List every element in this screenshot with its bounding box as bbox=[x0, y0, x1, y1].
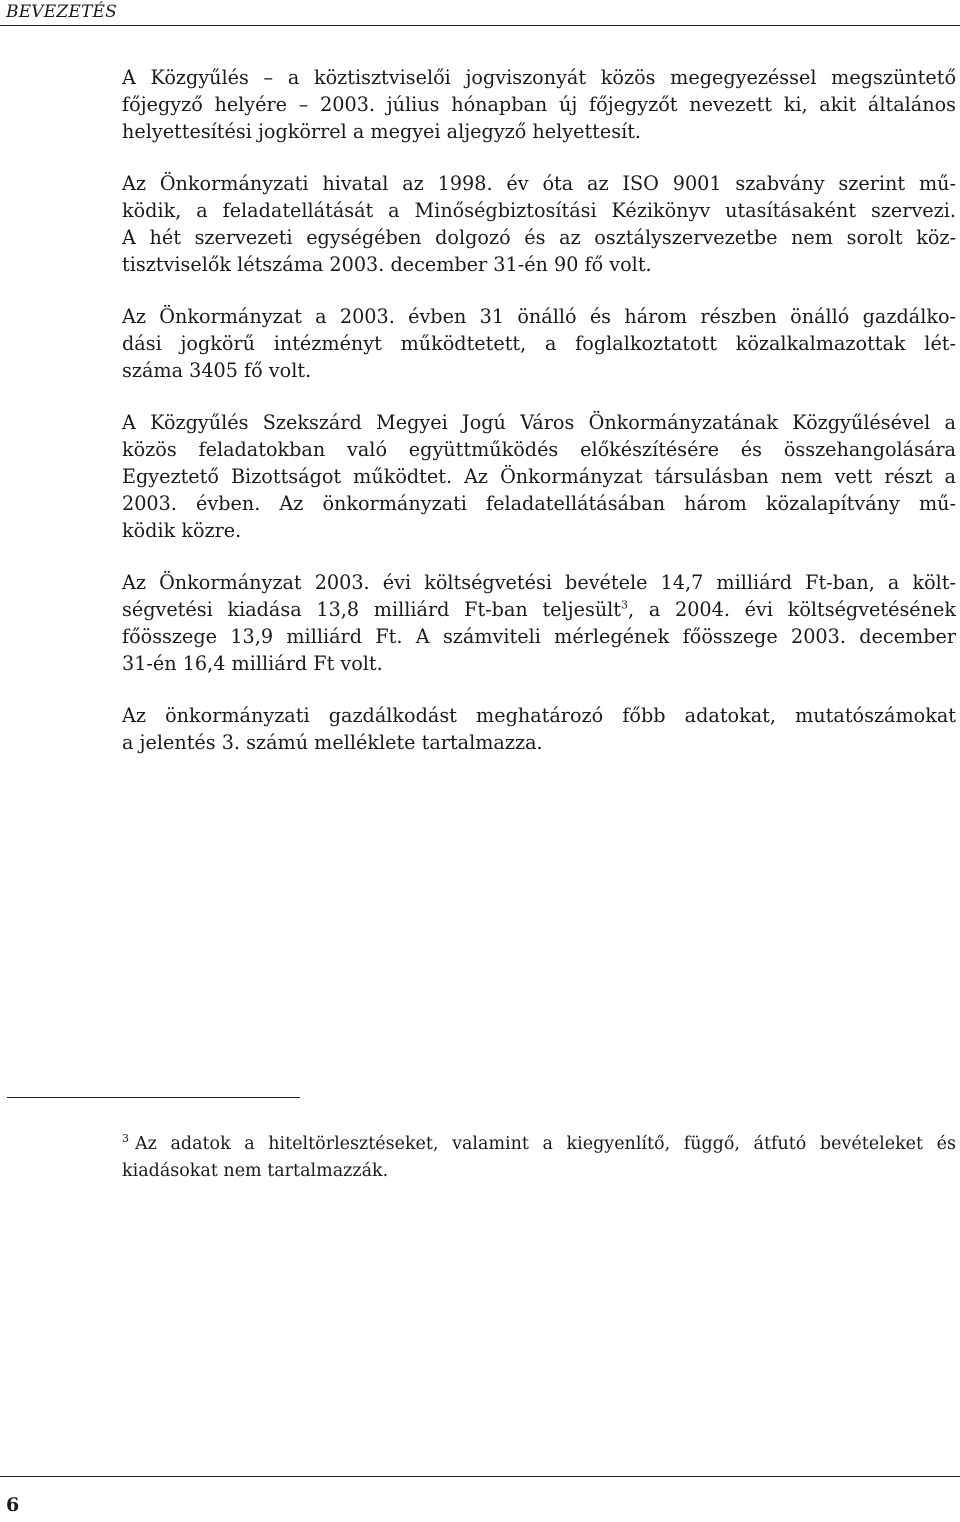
paragraph-line: A Közgyűlés Szekszárd Megyei Jogú Város Önkormányzatának Közgyűlésével a bbox=[122, 411, 956, 434]
line-text: , a 2004. évi költségvetésének bbox=[628, 598, 957, 621]
paragraph-line: A hét szervezeti egységében dolgozó és az osztályszervezetbe nem sorolt köz- bbox=[122, 226, 956, 249]
paragraph-line: 2003. évben. Az önkormányzati feladatellátásában három közalapítvány mű- bbox=[122, 492, 956, 515]
paragraph-line: a jelentés 3. számú melléklete tartalmazza. bbox=[122, 731, 543, 754]
paragraph-line: közös feladatokban való együttműködés előkészítésére és összehangolására bbox=[122, 438, 956, 461]
line-text: ségvetési kiadása 13,8 milliárd Ft-ban teljesült bbox=[122, 598, 622, 621]
paragraph-line: száma 3405 fő volt. bbox=[122, 359, 312, 382]
paragraph-line-with-footnote bbox=[122, 596, 956, 623]
paragraph-line: főjegyző helyére – 2003. július hónapban új főjegyzőt nevezett ki, akit általános bbox=[122, 93, 956, 116]
paragraph-1 bbox=[122, 64, 956, 145]
paragraph-line: Az Önkormányzat 2003. évi költségvetési bevétele 14,7 milliárd Ft-ban, a költ- bbox=[122, 571, 956, 594]
footnote bbox=[122, 1131, 956, 1185]
footnote-line bbox=[122, 1131, 956, 1158]
paragraph-6 bbox=[122, 702, 956, 756]
paragraph-2 bbox=[122, 170, 956, 278]
footnote-separator bbox=[7, 1097, 300, 1098]
paragraph-line: Az Önkormányzat a 2003. évben 31 önálló és három részben önálló gazdálko- bbox=[122, 305, 956, 328]
paragraph-line: dási jogkörű intézményt működtetett, a foglalkoztatott közalkalmazottak lét- bbox=[122, 332, 956, 355]
paragraph-line: A Közgyűlés – a köztisztviselői jogviszonyát közös megegyezéssel megszüntető bbox=[122, 66, 956, 89]
paragraph-line: helyettesítési jogkörrel a megyei aljegyző helyettesít. bbox=[122, 120, 642, 143]
footnote-text: Az adatok a hiteltörlesztéseket, valamint a kiegyenlítő, függő, átfutó bevételeket és bbox=[135, 1134, 956, 1154]
paragraph-line: főösszege 13,9 milliárd Ft. A számviteli mérlegének főösszege 2003. december bbox=[122, 625, 956, 648]
footer-rule bbox=[0, 1476, 960, 1477]
paragraph-4 bbox=[122, 409, 956, 544]
footnote-marker: 3 bbox=[122, 1132, 129, 1146]
paragraph-line: Az Önkormányzati hivatal az 1998. év óta az ISO 9001 szabvány szerint mű- bbox=[122, 172, 956, 195]
body-text bbox=[122, 64, 956, 781]
paragraph-line: 31-én 16,4 milliárd Ft volt. bbox=[122, 652, 383, 675]
paragraph-5 bbox=[122, 569, 956, 677]
paragraph-3 bbox=[122, 303, 956, 384]
section-header-title: BEVEZETÉS bbox=[6, 2, 118, 22]
paragraph-line: ködik, a feladatellátását a Minőségbiztosítási Kézikönyv utasításaként szervezi. bbox=[122, 199, 956, 222]
header-rule bbox=[0, 25, 960, 26]
paragraph-line: Az önkormányzati gazdálkodást meghatározó főbb adatokat, mutatószámokat bbox=[122, 704, 956, 727]
page-number: 6 bbox=[6, 1494, 20, 1516]
footnote-reference[interactable]: 3 bbox=[621, 598, 629, 612]
paragraph-line: tisztviselők létszáma 2003. december 31-én 90 fő volt. bbox=[122, 253, 652, 276]
paragraph-line: Egyeztető Bizottságot működtet. Az Önkormányzat társulásban nem vett részt a bbox=[122, 465, 956, 488]
footnote-line: kiadásokat nem tartalmazzák. bbox=[122, 1161, 389, 1181]
paragraph-line: ködik közre. bbox=[122, 519, 242, 542]
